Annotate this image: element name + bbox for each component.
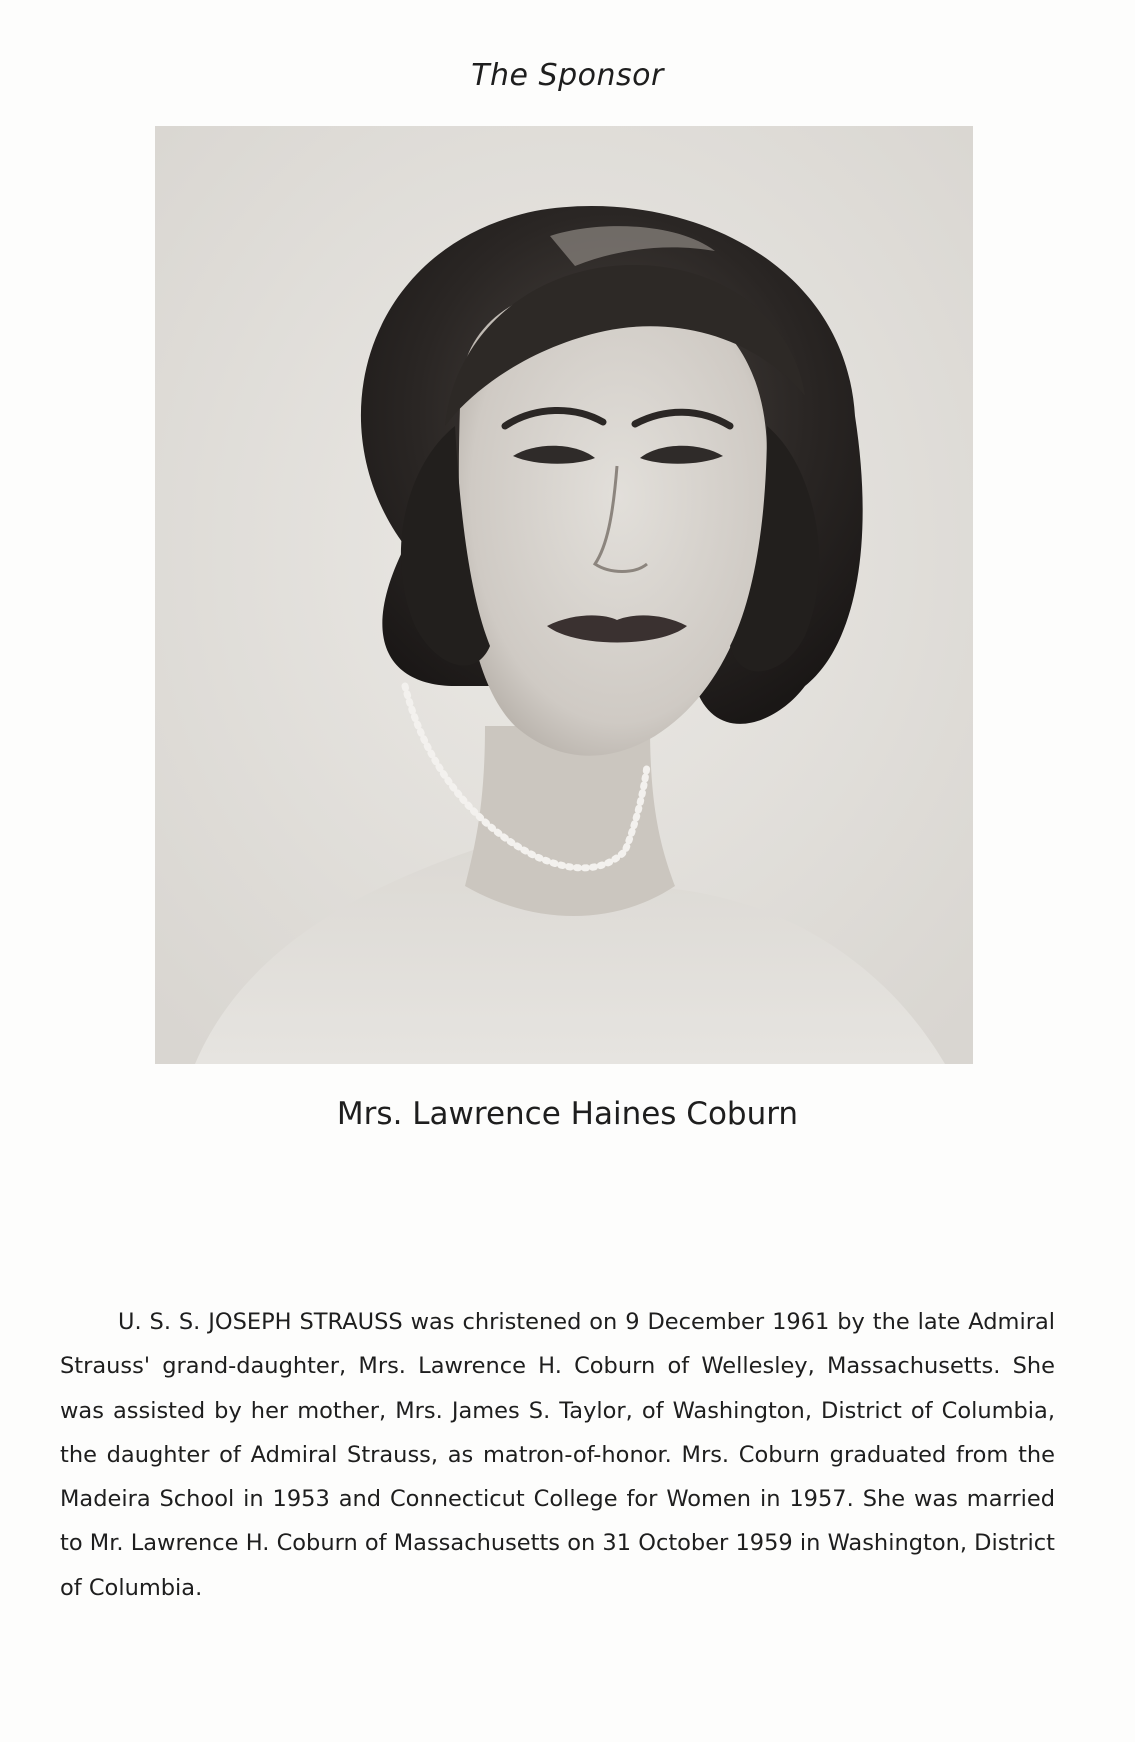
neck-shape xyxy=(465,726,675,916)
portrait-illustration xyxy=(155,126,973,1064)
portrait-photo xyxy=(155,126,973,1064)
page-heading: The Sponsor xyxy=(471,58,664,93)
photo-caption: Mrs. Lawrence Haines Coburn xyxy=(336,1096,799,1132)
body-paragraph: U. S. S. JOSEPH STRAUSS was christened on 9 December 1961 by the late Admiral Strauss' grand-daughter, Mrs. Lawrence H. Coburn of Wellesley, Massachusetts. She was assisted by her mother, Mrs. James S. Taylor, of Washington, District of Columbia, the daughter of Admiral Strauss, as matron-of-honor. Mrs. Coburn graduated from the Madeira School in 1953 and Connecticut College for Women in 1957. She was married to Mr. Lawrence H. Coburn of Massachusetts on 31 October 1959 in Washington, District of Columbia. xyxy=(60,1309,1055,1601)
